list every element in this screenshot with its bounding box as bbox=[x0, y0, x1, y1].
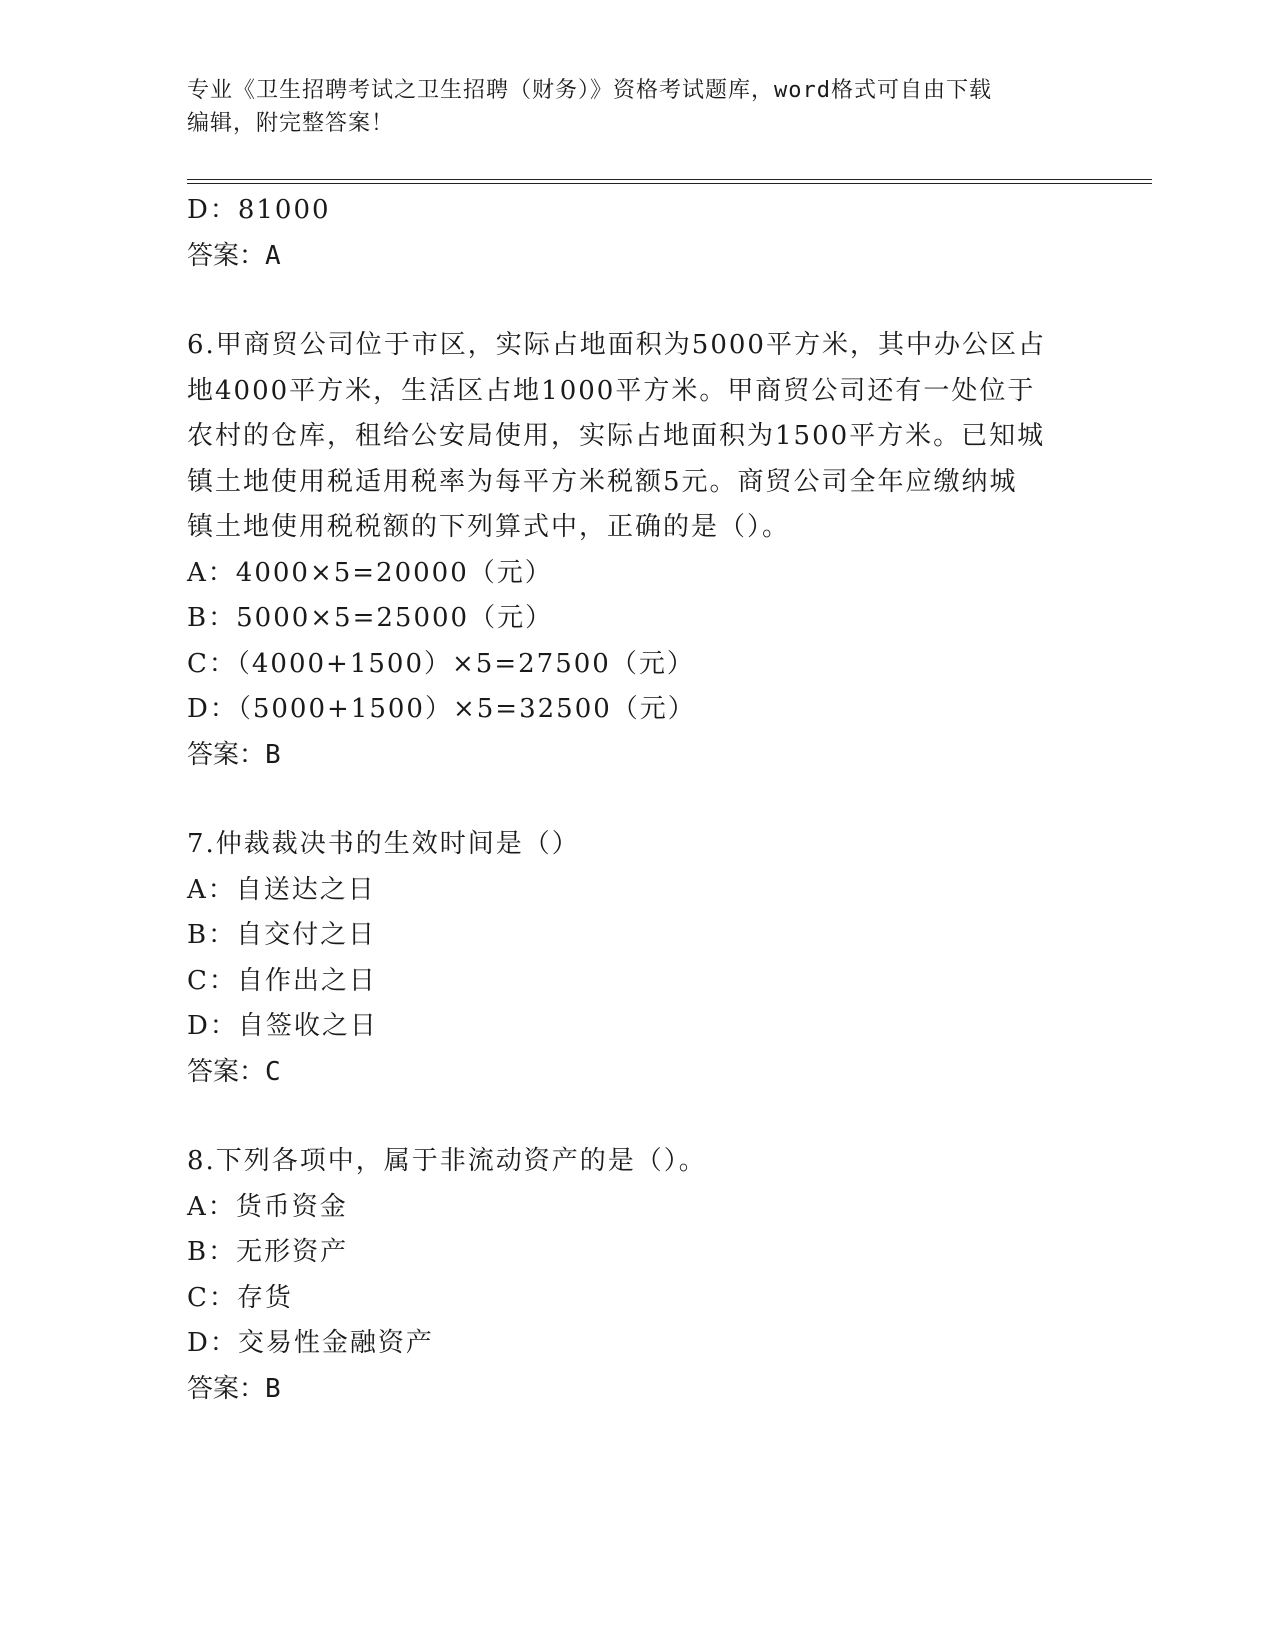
q8-option-c: C：存货 bbox=[187, 1282, 293, 1313]
q6-answer: 答案：B bbox=[187, 739, 281, 770]
q6-stem-line: 镇土地使用税税额的下列算式中，正确的是（）。 bbox=[187, 512, 791, 542]
spacer bbox=[187, 1095, 1087, 1139]
q6-option-b: B：5000×5=25000（元） bbox=[187, 603, 554, 633]
q5-option-d: D：81000 bbox=[187, 195, 331, 225]
header-line-1: 专业《卫生招聘考试之卫生招聘（财务）》资格考试题库，word格式可自由下载 bbox=[187, 78, 992, 103]
q6-option-d: D：（5000+1500）×5=32500（元） bbox=[187, 694, 696, 724]
q7-option-a: A：自送达之日 bbox=[187, 874, 376, 905]
header-line-2: 编辑，附完整答案！ bbox=[187, 111, 395, 136]
q7-option-b: B：自交付之日 bbox=[187, 920, 377, 950]
q7-answer: 答案：C bbox=[187, 1056, 281, 1087]
question-8 bbox=[187, 1139, 1087, 1412]
q8-option-b: B：无形资产 bbox=[187, 1237, 349, 1267]
q8-option-d: D：交易性金融资产 bbox=[187, 1328, 434, 1358]
q8-stem: 8.下列各项中，属于非流动资产的是（）。 bbox=[187, 1146, 707, 1176]
q7-option-c: C：自作出之日 bbox=[187, 965, 377, 996]
q6-stem-line: 农村的仓库，租给公安局使用，实际占地面积为1500平方米。已知城 bbox=[187, 421, 1046, 451]
question-7 bbox=[187, 822, 1087, 1095]
q6-stem-line: 地4000平方米，生活区占地1000平方米。甲商贸公司还有一处位于 bbox=[187, 375, 1036, 406]
q5-answer: 答案：A bbox=[187, 240, 281, 271]
question-content bbox=[187, 188, 1087, 1412]
header-divider-bottom bbox=[187, 183, 1152, 184]
spacer bbox=[187, 279, 1087, 323]
question-6 bbox=[187, 323, 1087, 778]
q8-answer: 答案：B bbox=[187, 1373, 281, 1404]
q6-stem-line: 6.甲商贸公司位于市区，实际占地面积为5000平方米，其中办公区占 bbox=[187, 330, 1046, 360]
q8-option-a: A：货币资金 bbox=[187, 1191, 348, 1222]
header-divider-top bbox=[187, 179, 1152, 180]
page-header bbox=[187, 74, 1067, 140]
q6-option-a: A：4000×5=20000（元） bbox=[187, 557, 553, 588]
spacer bbox=[187, 778, 1087, 822]
q6-option-c: C：（4000+1500）×5=27500（元） bbox=[187, 648, 695, 679]
q7-option-d: D：自签收之日 bbox=[187, 1011, 378, 1041]
q6-stem-line: 镇土地使用税适用税率为每平方米税额5元。商贸公司全年应缴纳城 bbox=[187, 466, 1018, 497]
q7-stem: 7.仲裁裁决书的生效时间是（） bbox=[187, 829, 580, 859]
